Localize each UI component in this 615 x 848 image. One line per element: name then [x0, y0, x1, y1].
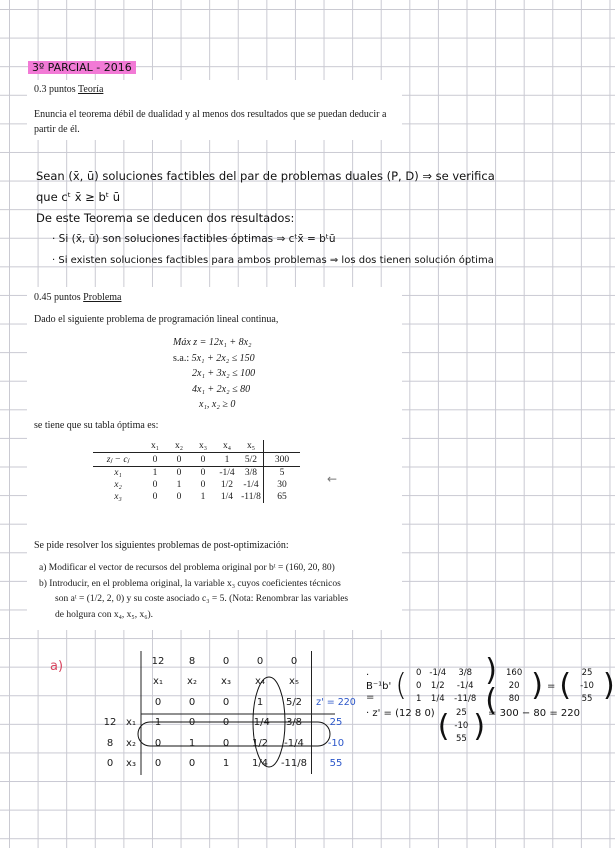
b-vector: 160 20 80 — [506, 667, 523, 704]
optimal-tableau: x₁ x₂ x₃ x₄ x₅ zⱼ − cⱼ 0 0 0 1 5/2 300 x₁ 1 0 0 -1/4 3/8 5 x₂ 0 1 0 1/2 -1/4 30 x₃ 0 0 1 1/4 -11/8 65 — [93, 440, 300, 503]
table-row: 8 x₂ 0 1 0 1/2 -1/4 -10 — [99, 733, 360, 754]
part-b: b) Introducir, en el problema original, la variable x₃ cuyos coeficientes técnicos — [39, 578, 341, 589]
page-title: 3º PARCIAL - 2016 — [28, 61, 136, 74]
table-intro: se tiene que su tabla óptima es: — [34, 420, 159, 431]
arrow-mark: ← — [327, 472, 338, 486]
z-row: 0 0 0 1 5/2 z' = 220 — [99, 692, 360, 713]
part-a: a) Modificar el vector de recursos del problema original por bᵗ = (160, 20, 80) — [39, 563, 335, 573]
table-row: x₂ 0 1 0 1/2 -1/4 30 — [93, 479, 300, 491]
answer-line-2: que cᵗ x̄ ≥ bᵗ ū — [36, 190, 121, 204]
answer-line-3: De este Teorema se deducen dos resultados: — [36, 211, 295, 225]
constraint-2: 2x₁ + 3x₂ ≤ 100 — [192, 368, 256, 379]
theory-heading: 0.3 puntos Teoría — [34, 84, 104, 95]
nonnegativity: x₁, x₂ ≥ 0 — [199, 399, 236, 410]
answer-bullet-1: · Si (x̄, ū) son soluciones factibles óptimas ⇒ cᵗx̄ = bᵗū — [52, 233, 336, 245]
calc-z: · z' = (12 8 0) ( 25 -10 55 ) = 300 − 80 = 220 — [366, 706, 580, 747]
solution-label-a: a) — [50, 659, 64, 674]
table-row: x₃ 0 0 1 1/4 -11/8 65 — [93, 491, 300, 503]
problem-parts: a) Modificar el vector de recursos del problema original por bᵗ = (160, 20, 80) b) Introducir, en el problema original, la variable x₃ cuyos coeficientes técnicos son aᵗ = (1/2, 2, 0) y su coste asociado c₃ = 5. (Nota: Renombrar las variables de holgura con x₄, x₅, x₆). — [39, 561, 399, 623]
table-row: 12 x₁ 1 0 0 -1/4 3/8 25 — [99, 713, 360, 734]
answer-bullet-2: · Si existen soluciones factibles para ambos problemas ⇒ los dos tienen solución óptima — [52, 255, 494, 266]
tableau-objective-row: zⱼ − cⱼ 0 0 0 1 5/2 300 — [93, 453, 300, 467]
table-row: x₁ 1 0 0 -1/4 3/8 5 — [93, 467, 300, 480]
calc-binv-b: · B⁻¹b' = ( 0 -1/4 3/8 0 1/2 -1/4 1 1/4 -11/8 )( 160 20 80 ) = ( 25 -10 55 ) — [366, 653, 615, 718]
post-optimization-intro: Se pide resolver los siguientes problemas de post-optimización: — [34, 540, 289, 551]
pivot-row-circle — [138, 722, 330, 746]
z-vector: 25 -10 55 — [454, 708, 469, 744]
result-vector: 25 -10 55 — [580, 667, 594, 704]
answer-line-1: Sean (x̄, ū) soluciones factibles del par de problemas duales (P, D) ⇒ se verifica — [36, 169, 495, 183]
theory-question: Enuncia el teorema débil de dualidad y al menos dos resultados que se puedan deducir a partir de él. — [34, 109, 387, 135]
objective-function: Máx z = 12x₁ + 8x₂ — [173, 337, 252, 348]
binv-matrix: 0 -1/4 3/8 0 1/2 -1/4 1 1/4 -11/8 — [415, 667, 477, 704]
problem-heading: 0.45 puntos Problema — [34, 292, 122, 303]
z-value: z' = 220 — [312, 692, 361, 713]
problem-intro: Dado el siguiente problema de programación lineal continua, — [34, 314, 279, 325]
constraint-3: 4x₁ + 2x₂ ≤ 80 — [192, 383, 251, 395]
variable-row: x₁ x₂ x₃ x₄ x₅ — [99, 672, 360, 693]
constraint-1: 5x₁ + 2x₂ ≤ 150 — [191, 352, 255, 364]
cost-row: 12 8 0 0 0 — [99, 651, 360, 672]
lp-model: Máx z = 12x₁ + 8x₂ s.a.: 5x₁ + 2x₂ ≤ 150 2x₁ + 3x₂ ≤ 100 4x₁ + 2x₂ ≤ 80 x₁, x₂ ≥ 0 — [173, 335, 255, 413]
table-row: 0 x₃ 0 0 1 1/4 -11/8 55 — [99, 754, 360, 775]
